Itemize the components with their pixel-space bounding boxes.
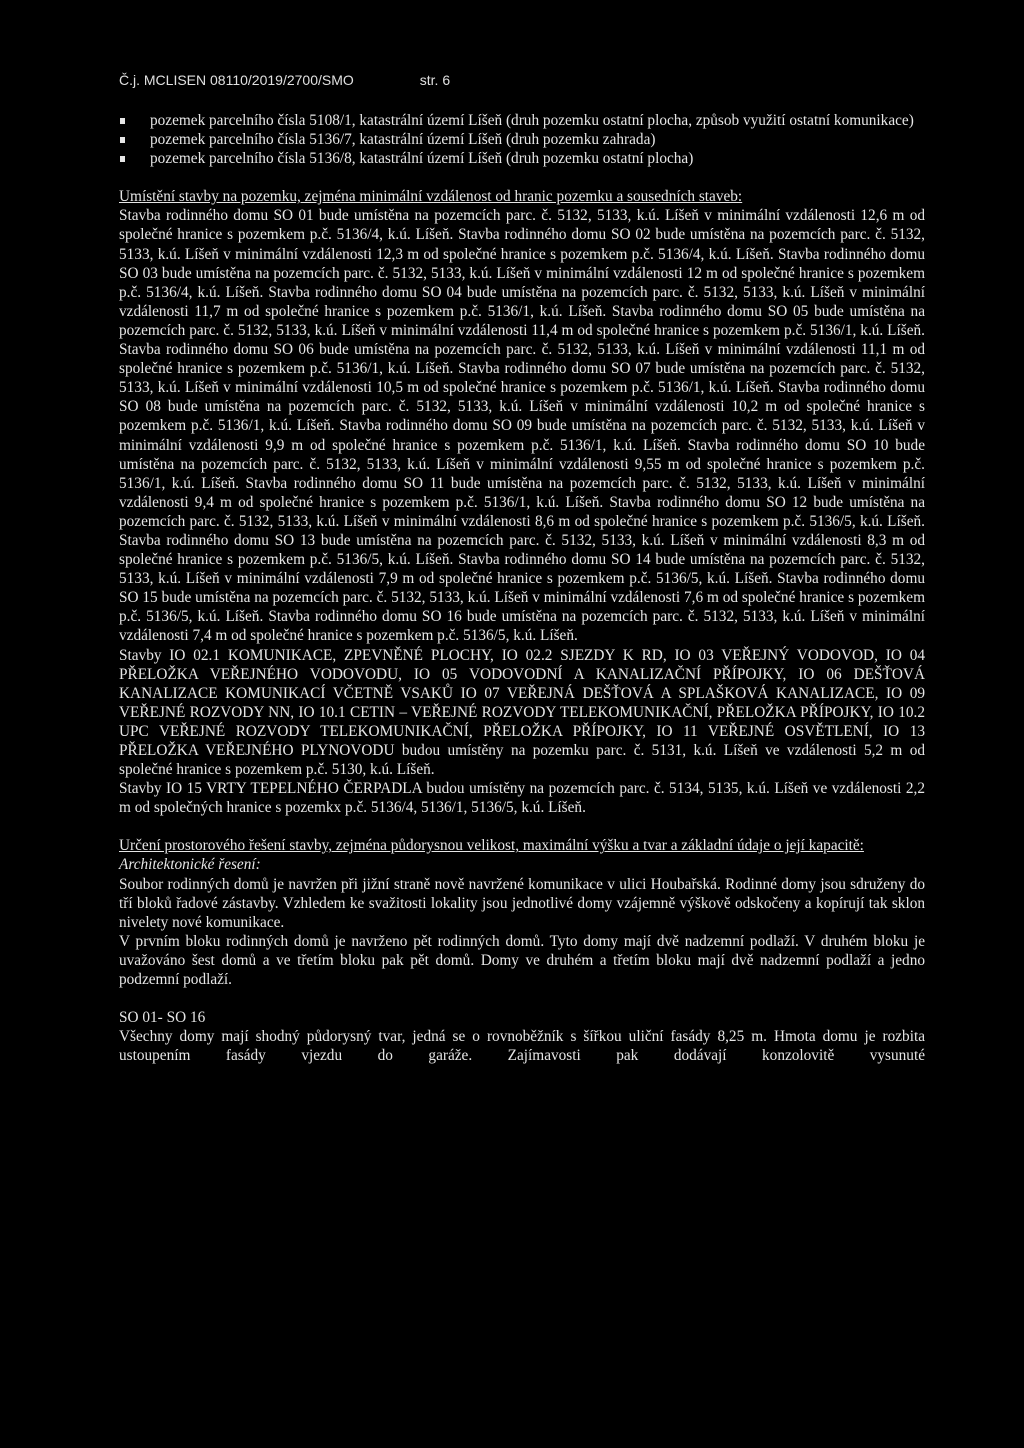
page-header <box>119 72 450 88</box>
architecture-paragraph-2: V prvním bloku rodinných domů je navrženo pět rodinných domů. Tyto domy mají dvě nadzemní podlaží. V druhém bloku je uvažováno šest domů a ve třetím bloku pak pět domů. Domy ve druhém a třetím bloku mají dvě nadzemní podlaží a jedno podzemní podlaží. <box>119 932 925 989</box>
spatial-heading: Určení prostorového řešení stavby, zejména půdorysnou velikost, maximální výšku a tvar a základní údaje o její kapacitě: <box>119 837 864 855</box>
reference-number: Č.j. MCLISEN 08110/2019/2700/SMO <box>119 72 354 88</box>
spatial-section <box>119 836 925 989</box>
placement-text: Stavba rodinného domu SO 01 bude umístěna na pozemcích parc. č. 5132, 5133, k.ú. Líšeň v minimální vzdálenosti 12,6 m od společné hranice s pozemkem p.č. 5136/4, k.ú. Líšeň. Stavba rodinného domu SO 02 bude umístěna na pozemcích parc. č. 5132, 5133, k.ú. Líšeň v minimální vzdálenosti 12,3 m od společné hranice s pozemkem p.č. 5136/4, k.ú. Líšeň. Stavba rodinného domu SO 03 bude umístěna na pozemcích parc. č. 5132, 5133, k.ú. Líšeň v minimální vzdálenosti 12 m od společné hranice s pozemkem p.č. 5136/4, k.ú. Líšeň. Stavba rodinného domu SO 04 bude umístěna na pozemcích parc. č. 5132, 5133, k.ú. Líšeň v minimální vzdálenosti 11,7 m od společné hranice s pozemkem p.č. 5136/1, k.ú. Líšeň. Stavba rodinného domu SO 05 bude umístěna na pozemcích parc. č. 5132, 5133, k.ú. Líšeň v minimální vzdálenosti 11,4 m od společné hranice s pozemkem p.č. 5136/1, k.ú. Líšeň. Stavba rodinného domu SO 06 bude umístěna na pozemcích parc. č. 5132, 5133, k.ú. Líšeň v minimální vzdálenosti 11,1 m od společné hranice s pozemkem p.č. 5136/1, k.ú. Líšeň. Stavba rodinného domu SO 07 bude umístěna na pozemcích parc. č. 5132, 5133, k.ú. Líšeň v minimální vzdálenosti 10,5 m od společné hranice s pozemkem p.č. 5136/1, k.ú. Líšeň. Stavba rodinného domu SO 08 bude umístěna na pozemcích parc. č. 5132, 5133, k.ú. Líšeň v minimální vzdálenosti 10,2 m od společné hranice s pozemkem p.č. 5136/1, k.ú. Líšeň. Stavba rodinného domu SO 09 bude umístěna na pozemcích parc. č. 5132, 5133, k.ú. Líšeň v minimální vzdálenosti 9,9 m od společné hranice s pozemkem p.č. 5136/1, k.ú. Líšeň. Stavba rodinného domu SO 10 bude umístěna na pozemcích parc. č. 5132, 5133, k.ú. Líšeň v minimální vzdálenosti 9,55 m od společné hranice s pozemkem p.č. 5136/1, k.ú. Líšeň. Stavba rodinného domu SO 11 bude umístěna na pozemcích parc. č. 5132, 5133, k.ú. Líšeň v minimální vzdálenosti 9,4 m od společné hranice s pozemkem p.č. 5136/1, k.ú. Líšeň. Stavba rodinného domu SO 12 bude umístěna na pozemcích parc. č. 5132, 5133, k.ú. Líšeň v minimální vzdálenosti 8,6 m od společné hranice s pozemkem p.č. 5136/5, k.ú. Líšeň. Stavba rodinného domu SO 13 bude umístěna na pozemcích parc. č. 5132, 5133, k.ú. Líšeň v minimální vzdálenosti 8,3 m od společné hranice s pozemkem p.č. 5136/5, k.ú. Líšeň. Stavba rodinného domu SO 14 bude umístěna na pozemcích parc. č. 5132, 5133, k.ú. Líšeň v minimální vzdálenosti 7,9 m od společné hranice s pozemkem p.č. 5136/5, k.ú. Líšeň. Stavba rodinného domu SO 15 bude umístěna na pozemcích parc. č. 5132, 5133, k.ú. Líšeň v minimální vzdálenosti 7,6 m od společné hranice s pozemkem p.č. 5136/5, k.ú. Líšeň. Stavba rodinného domu SO 16 bude umístěna na pozemcích parc. č. 5132, 5133, k.ú. Líšeň v minimální vzdálenosti 7,4 m od společné hranice s pozemkem p.č. 5136/5, k.ú. Líšeň. <box>119 207 925 645</box>
list-item: pozemek parcelního čísla 5136/8, katastrální území Líšeň (druh pozemku ostatní plocha) <box>119 149 925 168</box>
document-body <box>119 111 925 1065</box>
infrastructure-text: Stavby IO 02.1 KOMUNIKACE, ZPEVNĚNÉ PLOCHY, IO 02.2 SJEZDY K RD, IO 03 VEŘEJNÝ VODOVOD, IO 04 PŘELOŽKA VEŘEJNÉHO VODOVODU, IO 05 VODOVODNÍ A KANALIZAČNÍ PŘÍPOJKY, IO 06 DEŠŤOVÁ KANALIZACE KOMUNIKACÍ VČETNĚ VSAKŮ IO 07 VEŘEJNÁ DEŠŤOVÁ A SPLAŠKOVÁ KANALIZACE, IO 09 VEŘEJNÉ ROZVODY NN, IO 10.1 CETIN – VEŘEJNÉ ROZVODY TELEKOMUNIKAČNÍ, PŘELOŽKA PŘÍPOJKY, IO 10.2 UPC VEŘEJNÉ ROZVODY TELEKOMUNIKAČNÍ, PŘELOŽKA PŘÍPOJKY, IO 11 VEŘEJNÉ OSVĚTLENÍ, IO 13 PŘELOŽKA VEŘEJNÉHO PLYNOVODU budou umístěny na pozemku parc. č. 5131, k.ú. Líšeň ve vzdálenosti 5,2 m od společné hranice s pozemkem p.č. 5130, k.ú. Líšeň. <box>119 646 925 779</box>
list-item: pozemek parcelního čísla 5136/7, katastrální území Líšeň (druh pozemku zahrada) <box>119 130 925 149</box>
heat-pump-text: Stavby IO 15 VRTY TEPELNÉHO ČERPADLA budou umístěny na pozemcích parc. č. 5134, 5135, k.ú. Líšeň ve vzdálenosti 2,2 m od společných hranice s pozemkx p.č. 5136/4, 5136/1, 5136/5, k.ú. Líšeň. <box>119 780 925 817</box>
so-title: SO 01- SO 16 <box>119 1009 206 1027</box>
list-item: pozemek parcelního čísla 5108/1, katastrální území Líšeň (druh pozemku ostatní plocha, způsob využití ostatní komunikace) <box>119 111 925 130</box>
placement-heading: Umístění stavby na pozemku, zejména minimální vzdálenost od hranic pozemku a sousedních staveb: <box>119 188 743 206</box>
placement-section <box>119 187 925 817</box>
architecture-subheading: Architektonické řesení: <box>119 856 261 874</box>
architecture-paragraph-1: Soubor rodinných domů je navržen při jižní straně nově navržené komunikace v ulici Houbařská. Rodinné domy jsou sdruženy do tří bloků řadové zástavby. Vzhledem ke svažitosti lokality jsou jednotlivé domy vzájemně výškově odskočeny a kopírují tak sklon nivelety nové komunikace. <box>119 875 925 931</box>
so-section <box>119 1008 925 1065</box>
page-number: str. 6 <box>419 72 451 88</box>
parcel-list <box>119 111 925 168</box>
so-text: Všechny domy mají shodný půdorysný tvar, jedná se o rovnoběžník s šířkou uliční fasády 8,25 m. Hmota domu je rozbita ustoupením fasády vjezdu do garáže. Zajímavosti pak dodávají konzolovitě vysunuté <box>119 1028 925 1065</box>
